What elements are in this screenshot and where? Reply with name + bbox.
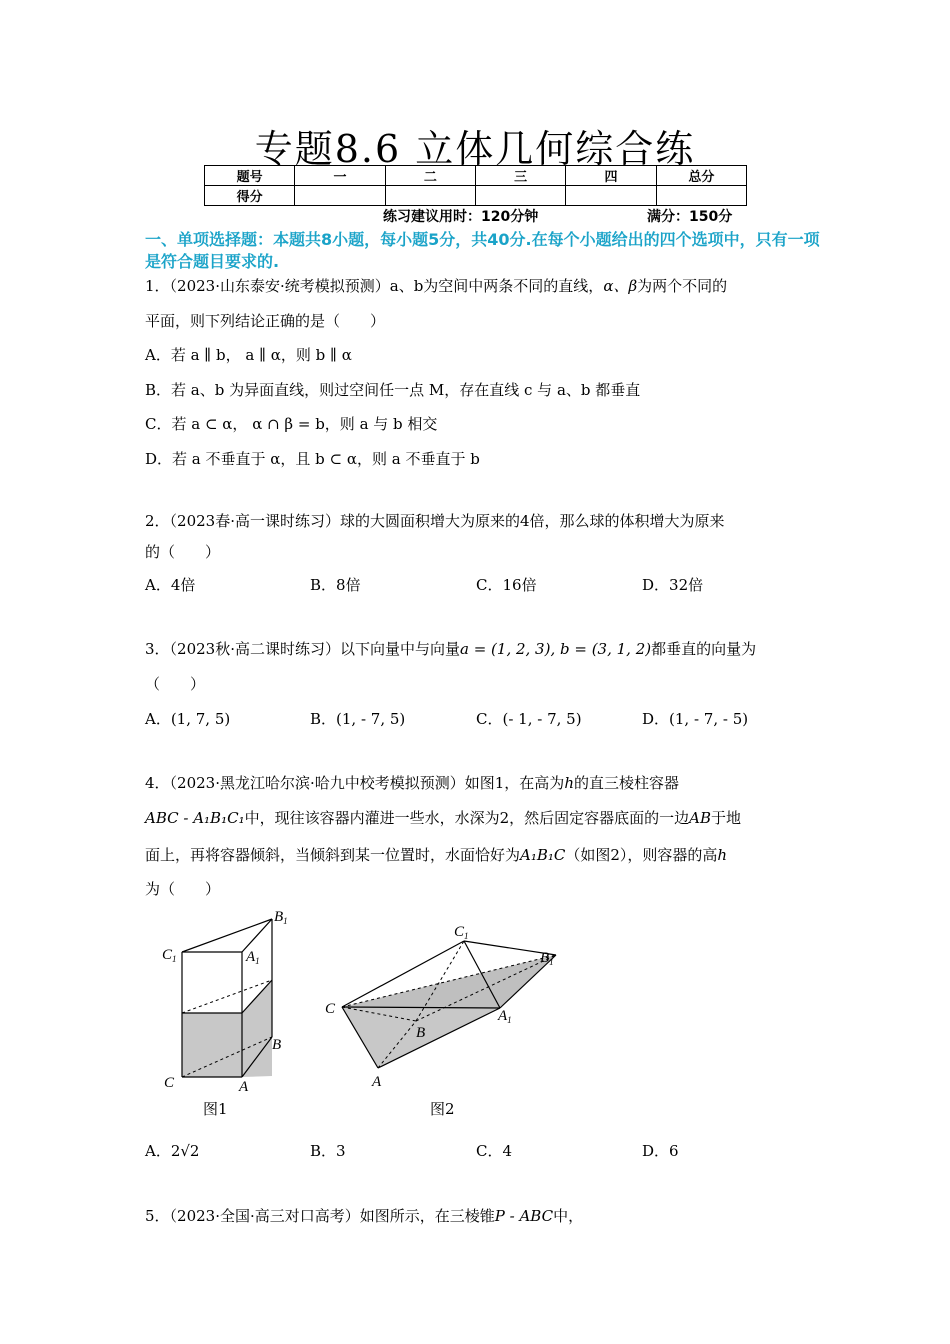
svg-text:C: C xyxy=(325,1001,336,1017)
table-cell: 二 xyxy=(385,166,475,186)
option-c: C．4 xyxy=(476,1142,513,1160)
option-c: C．若 a ⊂ α， α ∩ β = b，则 a 与 b 相交 xyxy=(145,415,438,433)
full-score: 满分：150分 xyxy=(647,209,733,225)
table-row xyxy=(205,186,747,206)
figure-2-caption: 图2 xyxy=(430,1100,455,1118)
question-2-line-2: 的（ ） xyxy=(145,543,221,561)
option-d: D．若 a 不垂直于 α，且 b ⊂ α，则 a 不垂直于 b xyxy=(145,450,480,468)
option-a: A．(1, 7, 5) xyxy=(145,710,231,728)
question-number: 1． xyxy=(145,277,170,295)
question-4-line-1: 4．（2023·黑龙江哈尔滨·哈九中校考模拟预测）如图1，在高为h的直三棱柱容器 xyxy=(145,774,679,792)
svg-text:B1: $B_1$ xyxy=(540,950,554,967)
table-cell xyxy=(385,186,475,206)
score-table xyxy=(204,165,747,206)
section-heading: 一、单项选择题：本题共8小题，每小题5分，共40分.在每个小题给出的四个选项中，只有一项是符合题目要求的. xyxy=(145,230,820,271)
svg-text:B: B xyxy=(416,1025,426,1041)
option-d: D．6 xyxy=(642,1142,679,1160)
option-b: B．3 xyxy=(310,1142,346,1160)
svg-text:A: A xyxy=(239,1079,249,1095)
table-cell: 总分 xyxy=(656,166,746,186)
table-cell xyxy=(656,186,746,206)
option-a: A．4倍 xyxy=(145,576,196,594)
figure-1-prism xyxy=(155,905,295,1097)
svg-text:C: C xyxy=(164,1075,175,1091)
svg-text:B: B xyxy=(272,1037,282,1053)
table-cell: 三 xyxy=(475,166,565,186)
table-cell: 四 xyxy=(566,166,656,186)
option-b: B．8倍 xyxy=(310,576,361,594)
svg-text:C1: $C_1$ xyxy=(162,947,177,964)
vector-expression: a = (1, 2, 3), b = (3, 1, 2) xyxy=(460,640,652,658)
table-cell xyxy=(295,186,385,206)
table-cell: 一 xyxy=(295,166,385,186)
figure-1-caption: 图1 xyxy=(203,1100,228,1118)
svg-text:A1: $A_1$ xyxy=(246,949,260,966)
option-b: B．(1, - 7, 5) xyxy=(310,710,406,728)
option-b: B．若 a、b 为异面直线，则过空间任一点 M，存在直线 c 与 a、b 都垂直 xyxy=(145,381,641,399)
option-d: D．(1, - 7, - 5) xyxy=(642,710,749,728)
svg-text:A1: $A_1$ xyxy=(498,1008,512,1025)
svg-text:B1: $B_1$ xyxy=(274,909,288,926)
table-cell: 得分 xyxy=(205,186,295,206)
question-2-line-1: 2．（2023春·高一课时练习）球的大圆面积增大为原来的4倍，那么球的体积增大为原来 xyxy=(145,512,725,530)
option-d: D．32倍 xyxy=(642,576,704,594)
option-c: C．(- 1, - 7, 5) xyxy=(476,710,582,728)
page-title: 专题8.6 立体几何综合练 xyxy=(254,127,696,171)
question-3-line-1: 3．（2023秋·高二课时练习）以下向量中与向量a = (1, 2, 3), b = (3, 1, 2)都垂直的向量为 xyxy=(145,640,757,658)
svg-text:C1: $C_1$ xyxy=(454,924,469,941)
suggested-time: 练习建议用时：120分钟 xyxy=(383,209,539,225)
question-4-line-4: 为（ ） xyxy=(145,880,221,898)
question-4-line-2: ABC - A₁B₁C₁中，现往该容器内灌进一些水，水深为2，然后固定容器底面的一边AB于地 xyxy=(145,809,742,827)
table-cell xyxy=(566,186,656,206)
svg-text:A: A xyxy=(372,1074,382,1090)
question-source: （2023·山东泰安·统考模拟预测） xyxy=(169,277,390,295)
table-cell: 题号 xyxy=(205,166,295,186)
table-cell xyxy=(475,186,565,206)
figure-2-tilted-prism xyxy=(320,920,570,1095)
question-1-line-1: 1．（2023·山东泰安·统考模拟预测）a、b为空间中两条不同的直线，α、β为两个不同的 xyxy=(145,277,728,295)
option-a: A．若 a ∥ b， a ∥ α，则 b ∥ α xyxy=(145,346,352,364)
table-row xyxy=(205,166,747,186)
question-4-line-3: 面上，再将容器倾斜，当倾斜到某一位置时，水面恰好为A₁B₁C（如图2），则容器的高h xyxy=(145,846,728,864)
question-3-line-2: （ ） xyxy=(145,675,206,693)
option-a: A．2√2 xyxy=(145,1142,200,1160)
question-5-line-1: 5．（2023·全国·高三对口高考）如图所示，在三棱锥P - ABC中， xyxy=(145,1207,584,1225)
question-1-line-2: 平面，则下列结论正确的是（ ） xyxy=(145,312,386,330)
option-c: C．16倍 xyxy=(476,576,537,594)
